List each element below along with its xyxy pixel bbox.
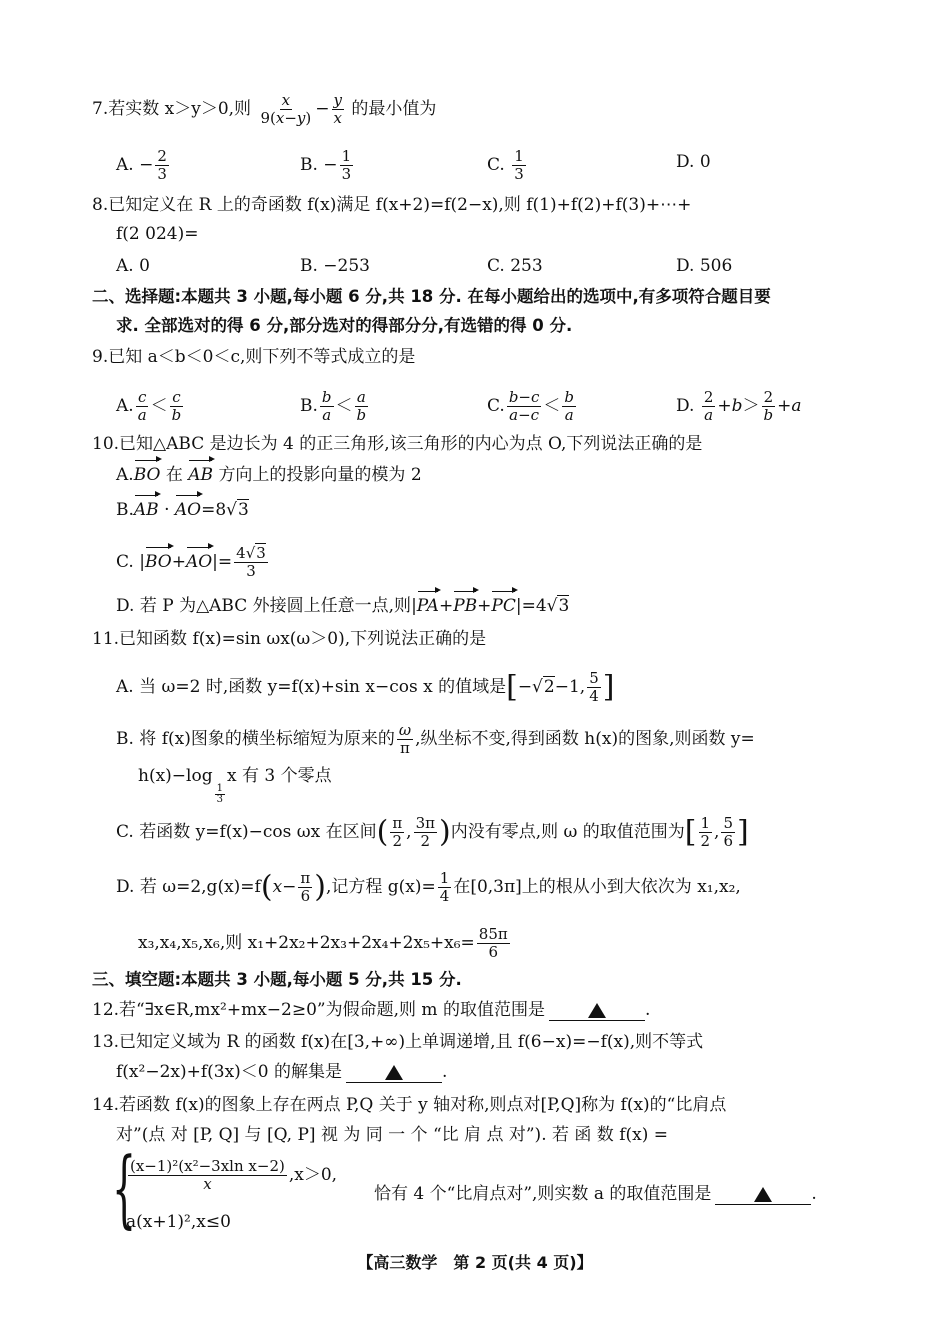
q8-option-c: C. 253 <box>487 256 543 276</box>
section2-header-line1: 二、选择题:本题共 3 小题,每小题 6 分,共 18 分. 在每小题给出的选项中,有多项符合题目要 <box>92 287 771 306</box>
answer-triangle-icon <box>588 1003 606 1018</box>
q11-stem: 11.已知函数 f(x)=sin ωx(ω＞0),下列说法正确的是 <box>92 629 487 649</box>
q11-option-b-line2: h(x)−log $\frac{1}{3}$ x 有 3 个零点 <box>138 766 332 805</box>
q13-stem-line1: 13.已知定义域为 R 的函数 f(x)在[3,+∞)上单调递增,且 f(6−x)=−f(x),则不等式 <box>92 1032 704 1052</box>
q10-stem: 10.已知△ABC 是边长为 4 的正三角形,该三角形的内心为点 O,下列说法正确的是 <box>92 434 703 454</box>
q9-option-b: B. $\frac{b}{a}$ ＜ $\frac{a}{b}$ <box>300 388 367 424</box>
q8-option-d: D. 506 <box>676 256 733 276</box>
q11-option-c: C. 若函数 y=f(x)−cos ωx 在区间( $\frac{\pi}{2}$ , $\frac{3\pi}{2}$ )内没有零点,则 ω 的取值范围为[ $\frac{1}{2}$ , $\frac{5}{6}$ ] <box>116 814 749 850</box>
q11-option-a: A. 当 ω=2 时,函数 y=f(x)+sin x−cos x 的值域是[−√2−1, $\frac{5}{4}$ ] <box>116 669 615 705</box>
q7-option-a: A. − $\frac{2}{3}$ <box>116 147 167 183</box>
q12-stem: 12.若“∃x∈R,mx²+mx−2≥0”为假命题,则 m 的取值范围是 . <box>92 1000 651 1020</box>
q9-option-c: C. $\frac{b-c}{a-c}$ ＜ $\frac{b}{a}$ <box>487 388 575 424</box>
q8-stem-line2: f(2 024)= <box>116 224 199 244</box>
answer-triangle-icon <box>385 1065 403 1080</box>
q10-option-c: C. |BO+AO|= $\frac{4√3}{3}$ <box>116 544 266 580</box>
piecewise-brace: { <box>112 1139 137 1237</box>
q7-option-d: D. 0 <box>676 152 711 172</box>
q7-option-b: B. − $\frac{1}{3}$ <box>300 147 352 183</box>
q11-option-b-line1: B. 将 f(x)图象的横坐标缩短为原来的 $\frac{\omega}{\pi}$ ,纵坐标不变,得到函数 h(x)的图象,则函数 y= <box>116 721 755 757</box>
q11-option-d-line2: x₃,x₄,x₅,x₆,则 x₁+2x₂+2x₃+2x₄+2x₅+x₆= $\frac{85\pi}{6}$ <box>138 925 508 961</box>
q8-stem-line1: 8.已知定义在 R 上的奇函数 f(x)满足 f(x+2)=f(2−x),则 f(1)+f(2)+f(3)+⋯+ <box>92 195 692 215</box>
q14-piece1: $\frac{\text{(x−1)²(x²−3xln x−2)}}{x}$ ,x＞0, <box>130 1157 338 1193</box>
q14-stem-line1: 14.若函数 f(x)的图象上存在两点 P,Q 关于 y 轴对称,则点对[P,Q]称为 f(x)的“比肩点 <box>92 1095 727 1115</box>
page-footer: 【高三数学 第 2 页(共 4 页)】 <box>357 1253 593 1272</box>
q14-stem-line2: 对”(点 对 [P, Q] 与 [Q, P] 视 为 同 一 个 “比 肩 点 对”). 若 函 数 f(x) = <box>116 1125 669 1145</box>
q9-stem: 9.已知 a＜b＜0＜c,则下列不等式成立的是 <box>92 347 416 367</box>
q11-option-d-line1: D. 若 ω=2,g(x)=f(x− $\frac{\pi}{6}$ ),记方程 g(x)= $\frac{1}{4}$ 在[0,3π]上的根从小到大依次为 x₁,x₂, <box>116 869 741 905</box>
q13-stem-line2: f(x²−2x)+f(3x)＜0 的解集是 . <box>116 1062 448 1082</box>
q10-option-b: B.AB · AO=8√3 <box>116 500 249 520</box>
q7-stem: 7.若实数 x＞y＞0,则 $\frac{x}{9(x-y)}$ − $\frac{y}{x}$ 的最小值为 <box>92 91 437 127</box>
answer-triangle-icon <box>754 1187 772 1202</box>
section3-header: 三、填空题:本题共 3 小题,每小题 5 分,共 15 分. <box>92 970 462 989</box>
q7-option-c: C. $\frac{1}{3}$ <box>487 147 524 183</box>
q14-piece2: a(x+1)²,x≤0 <box>126 1212 231 1232</box>
q14-tail: 恰有 4 个“比肩点对”,则实数 a 的取值范围是 . <box>374 1184 817 1204</box>
q8-option-a: A. 0 <box>116 256 150 276</box>
section2-header-line2: 求. 全部选对的得 6 分,部分选对的得部分分,有选错的得 0 分. <box>116 316 573 335</box>
q8-option-b: B. −253 <box>300 256 370 276</box>
q9-option-a: A. $\frac{c}{a}$ ＜ $\frac{c}{b}$ <box>116 388 182 424</box>
q10-option-a: A.BO 在 AB 方向上的投影向量的模为 2 <box>116 465 422 485</box>
q10-option-d: D. 若 P 为△ABC 外接圆上任意一点,则|PA+PB+PC|=4√3 <box>116 596 570 616</box>
q9-option-d: D. $\frac{2}{a}$ +b＞ $\frac{2}{b}$ +a <box>676 388 802 424</box>
